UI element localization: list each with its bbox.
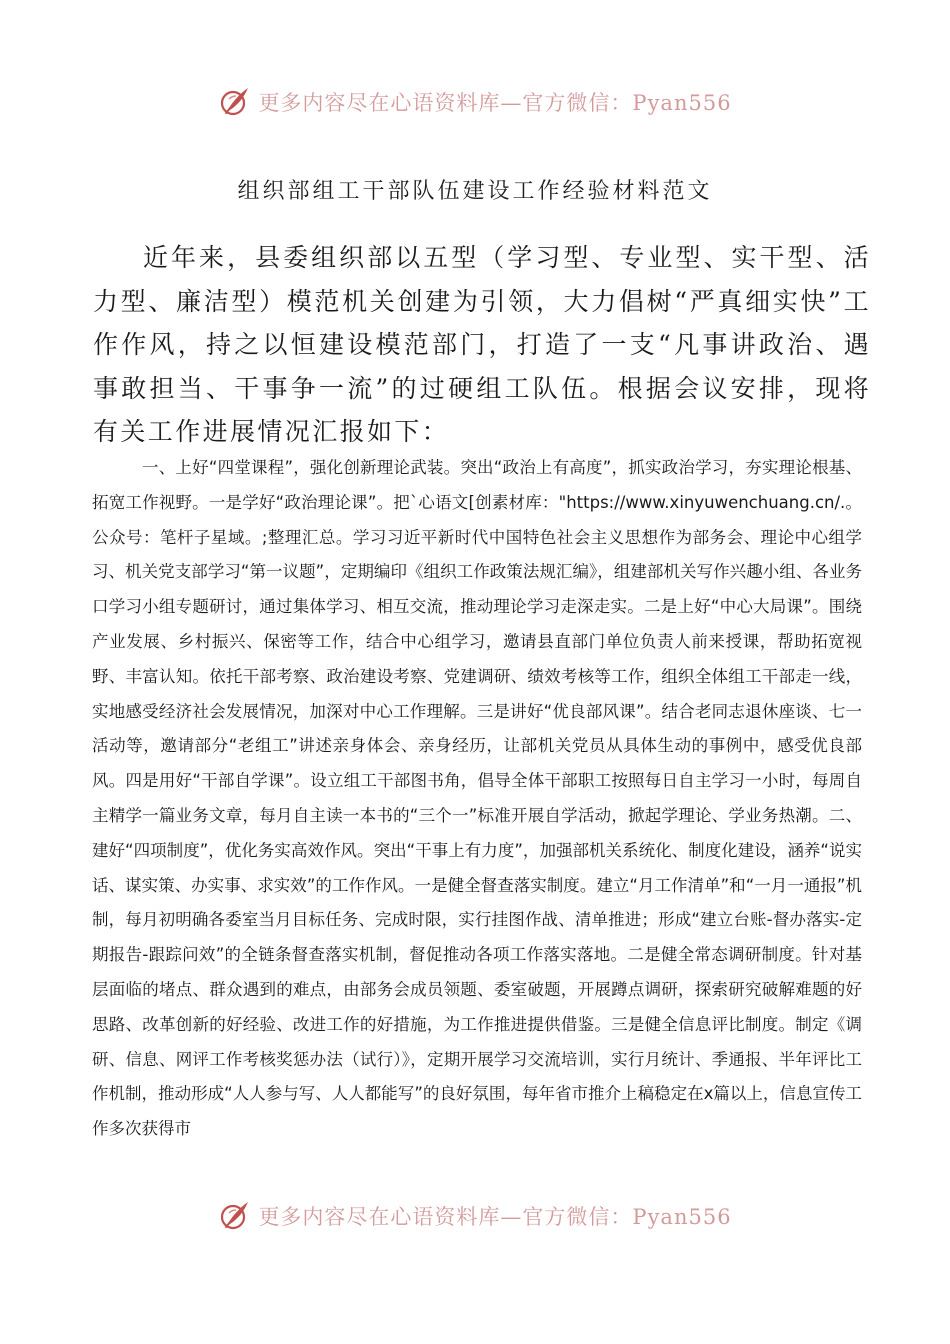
intro-paragraph: 近年来，县委组织部以五型（学习型、专业型、实干型、活力型、廉洁型）模范机关创建为引领，大力倡树“严真细实快”工作作风，持之以恒建设模范部门，打造了一支“凡事讲政治、遇事敢担当、干事争一流”的过硬组工队伍。根据会议安排，现将有关工作进展情况汇报如下： (93, 243, 871, 446)
footer-watermark-banner (0, 1196, 950, 1236)
document-title: 组织部组工干部队伍建设工作经验材料范文 (237, 179, 713, 204)
watermark-text: 更多内容尽在心语资料库—官方微信：Pyan556 (258, 91, 732, 115)
body-paragraph: 一、上好“四堂课程”，强化创新理论武装。突出“政治上有高度”，抓实政治学习，夯实理论根基、拓宽工作视野。一是学好“政治理论课”。把`心语文[创素材库："https://www.xinyuwenchuang.cn/.。公众号：笔杆子星域。;整理汇总。学习习近平新时代中国特色社会主义思想作为部务会、理论中心组学习、机关党支部学习“第一议题”，定期编印《组织工作政策法规汇编》，组建部机关写作兴趣小组、各业务口学习小组专题研讨，通过集体学习、相互交流，推动理论学习走深走实。二是上好“中心大局课”。围绕产业发展、乡村振兴、保密等工作，结合中心组学习，邀请县直部门单位负责人前来授课，帮助拓宽视野、丰富认知。依托干部考察、政治建设考察、党建调研、绩效考核等工作，组织全体组工干部走一线，实地感受经济社会发展情况，加深对中心工作理解。三是讲好“优良部风课”。结合老同志退休座谈、七一活动等，邀请部分“老组工”讲述亲身体会、亲身经历，让部机关党员从具体生动的事例中，感受优良部风。四是用好“干部自学课”。设立组工干部图书角，倡导全体干部职工按照每日自主学习一小时，每周自主精学一篇业务文章，每月自主读一本书的“三个一”标准开展自学活动，掀起学理论、学业务热潮。二、建好“四项制度”，优化务实高效作风。突出“干事上有力度”，加强部机关系统化、制度化建设，涵养“说实话、谋实策、办实事、求实效”的工作作风。一是健全督查落实制度。建立“月工作清单”和“一月一通报”机制，每月初明确各委室当月目标任务、完成时限，实行挂图作战、清单推进；形成“建立台账-督办落实-定期报告-跟踪问效”的全链条督查落实机制，督促推动各项工作落实落地。二是健全常态调研制度。针对基层面临的堵点、群众遇到的难点，由部务会成员领题、委室破题，开展蹲点调研，探索研究破解难题的好思路、改革创新的好经验、改进工作的好措施，为工作推进提供借鉴。三是健全信息评比制度。制定《调研、信息、网评工作考核奖惩办法（试行）》，定期开展学习交流培训，实行月统计、季通报、半年评比工作机制，推动形成“人人参与写、人人都能写”的良好氛围，每年省市推介上稿稳定在x篇以上，信息宣传工作多次获得市 (92, 458, 862, 1139)
watermark-text: 更多内容尽在心语资料库—官方微信：Pyan556 (258, 1205, 732, 1229)
header-watermark-banner (0, 82, 950, 122)
quill-logo-icon (218, 85, 252, 119)
quill-logo-icon (218, 1199, 252, 1233)
